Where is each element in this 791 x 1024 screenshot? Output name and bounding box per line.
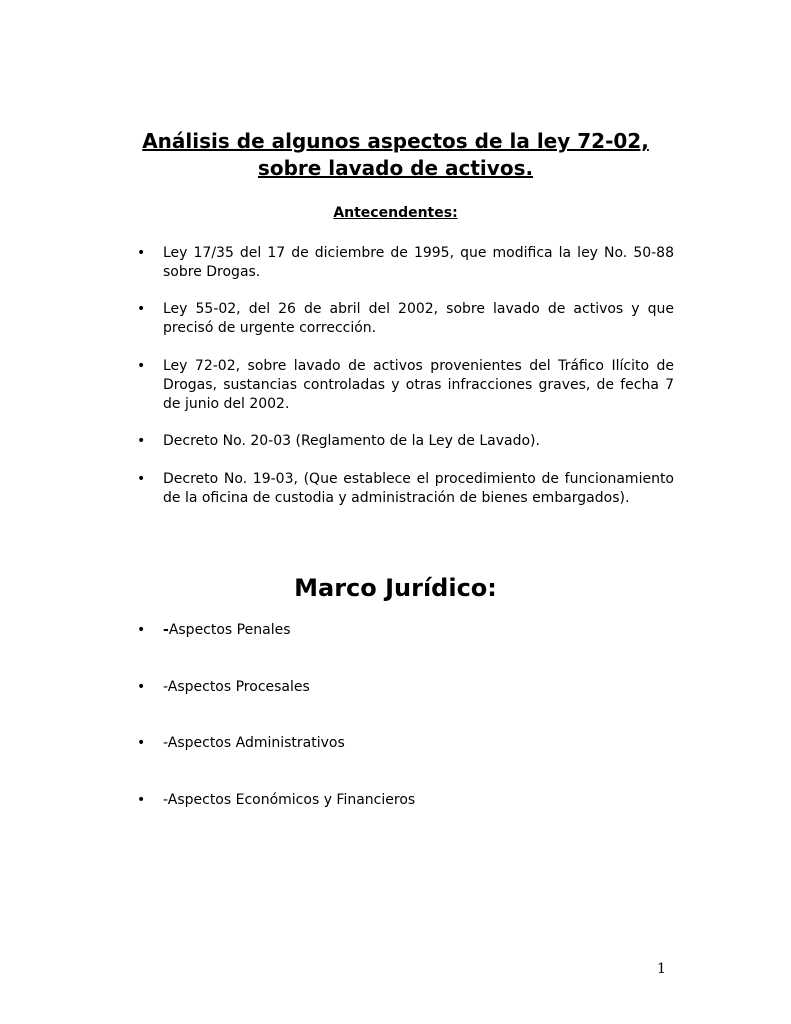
dash-marker: - [163,622,169,638]
bullet-icon: • [137,792,146,808]
list-item-text: Ley 72-02, sobre lavado de activos provenientes del Tráfico Ilícito de Drogas, sustancias controladas y otras infracciones graves, de fecha 7 de junio del 2002. [163,358,674,412]
bullet-icon: • [137,735,146,751]
list-item-text: Ley 55-02, del 26 de abril del 2002, sobre lavado de activos y que precisó de urgente corrección. [163,301,674,336]
document-title-line-1: Análisis de algunos aspectos de la ley 72-02, [142,129,649,153]
bullet-icon: • [137,471,146,487]
page-number: 1 [657,961,666,977]
document-title [0,128,791,182]
bullet-icon: • [137,245,146,261]
antecedentes-heading: Antecendentes: [333,205,458,221]
list-item-text: -Aspectos Económicos y Financieros [163,792,416,808]
bullet-icon: • [137,301,146,317]
list-item-text [163,621,674,640]
marco-juridico-heading: Marco Jurídico: [294,574,497,602]
list-item-text: Decreto No. 19-03, (Que establece el procedimiento de funcionamiento de la oficina de custodia y administración de bienes embargados). [163,471,674,506]
document-title-line-2: sobre lavado de activos. [257,156,534,180]
bullet-icon: • [137,358,146,374]
list-item-text: -Aspectos Administrativos [163,735,345,751]
bullet-icon: • [137,622,146,638]
list-item-text: Decreto No. 20-03 (Reglamento de la Ley de Lavado). [163,433,540,449]
list-item-text: Ley 17/35 del 17 de diciembre de 1995, que modifica la ley No. 50-88 sobre Drogas. [163,245,674,280]
list-item-label: Aspectos Penales [168,622,291,638]
bullet-icon: • [137,679,146,695]
bullet-icon: • [137,433,146,449]
list-item-text: -Aspectos Procesales [163,679,310,695]
